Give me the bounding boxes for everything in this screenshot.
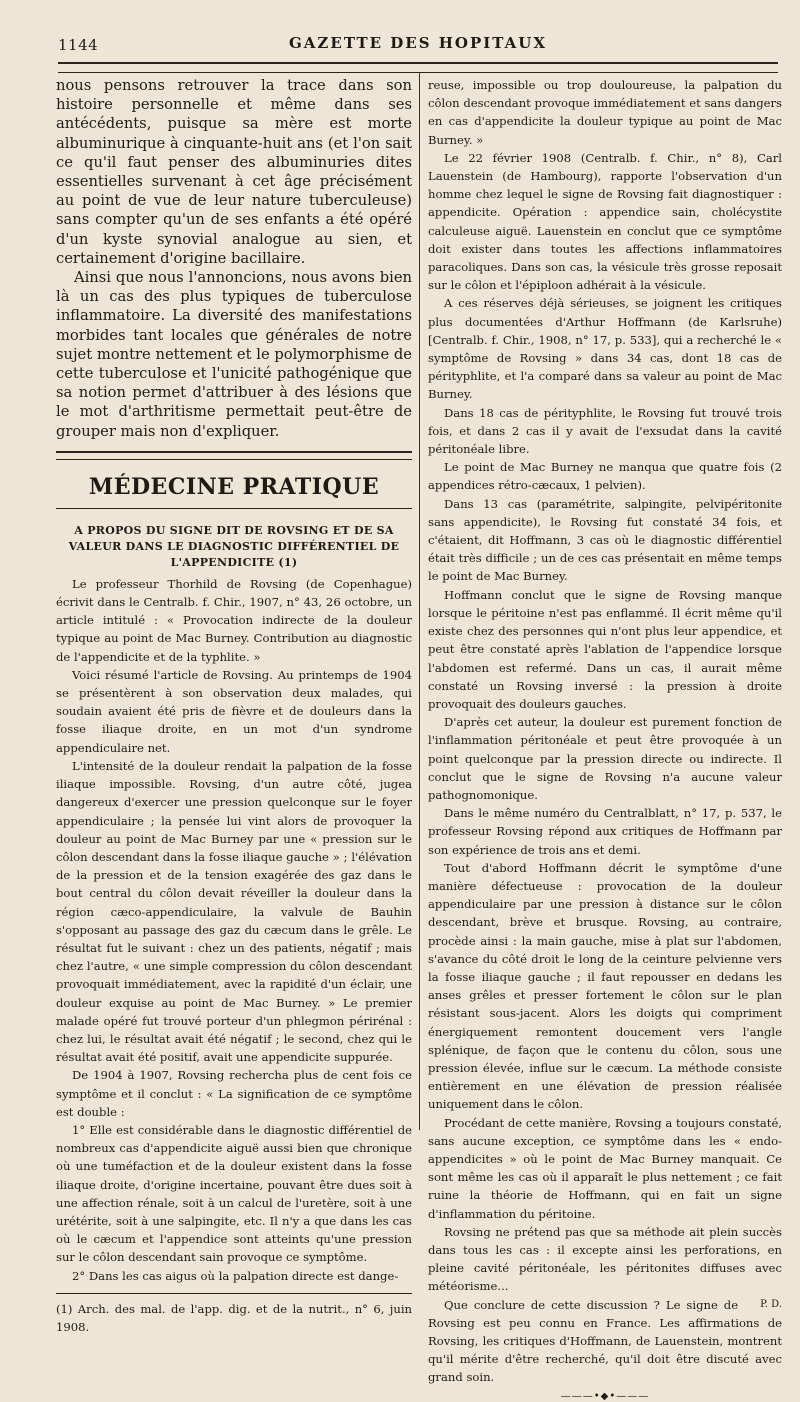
- paragraph: Le professeur Thorhild de Rovsing (de Copenhague) écrivit dans le Centralb. f. Chir., 1907, n° 43, 26 octobre, un article intitulé : « Provocation indirecte de la douleur typique au point de Mac Burney. Contribution au diagnostic de l'appendicite et de la typhlite. »: [56, 576, 412, 664]
- paragraph: Dans 13 cas (paramétrite, salpingite, pelvipéritonite sans appendicite), le Rovsing fut constaté 34 fois, et c'étaient, dit Hoffmann, 3 cas où le diagnostic différentiel était très difficile ; un de ces cas présentait en même temps le point de Mac Burney.: [428, 496, 782, 584]
- header-rule: [58, 62, 778, 73]
- page-number: 1144: [58, 36, 99, 54]
- paragraph: Le 22 février 1908 (Centralb. f. Chir., n° 8), Carl Lauenstein (de Hambourg), rapporte l'observation d'un homme chez lequel le signe de Rovsing fait diagnostiquer : appendicite. Opération : appendice sain, cholécystite calculeuse aiguë. Lauenstein en conclut que ce symptôme doit exister dans toutes les affections inflammatoires paracoliques. Dans son cas, la vésicule très grosse reposait sur le côlon et l'épiploon adhérait à la vésicule.: [428, 150, 782, 293]
- section-rule: [56, 451, 412, 460]
- paragraph: reuse, impossible ou trop douloureuse, la palpation du côlon descendant provoque immédiatement et sans dangers en cas d'appendicite la douleur typique au point de Mac Burney. »: [428, 78, 782, 147]
- paragraph: [428, 1296, 782, 1387]
- paragraph: nous pensons retrouver la trace dans son histoire personnelle et même dans ses antécédents, puisque sa mère est morte albuminurique à cinquante-huit ans (et l'on sait ce qu'il faut penser des albuminuries dites essentielles survenant à cet âge précisément au point de vue de leur nature tuberculeuse) sans compter qu'un de ses enfants a été opéré d'un kyste synovial analogue au sien, et certainement d'origine bacillaire.: [56, 77, 412, 267]
- end-ornament: ———•◆•———: [560, 1390, 650, 1402]
- footnote: (1) Arch. des mal. de l'app. dig. et de la nutrit., n° 6, juin 1908.: [56, 1301, 412, 1334]
- intro-text: [56, 76, 412, 441]
- right-column: [428, 76, 782, 1402]
- paragraph: Procédant de cette manière, Rovsing a toujours constaté, sans aucune exception, ce symptôme dans les « endo-appendicites » où le point de Mac Burney manquait. Ce sont même les cas où il apparaît le plus nettement ; ce fait ruine la théorie de Hoffmann, qui en fait un signe d'inflammation du péritoine.: [428, 1115, 782, 1221]
- paragraph: Tout d'abord Hoffmann décrit le symptôme d'une manière défectueuse : provocation de la douleur appendiculaire par une pression à distance sur le côlon descendant, brève et brusque. Rovsing, au contraire, procède ainsi : la main gauche, mise à plat sur l'abdomen, s'avance du côté droit le long de la ceinture pelvienne vers la fosse iliaque gauche ; il faut repousser en dedans les anses grêles et presser fortement le côlon sur le plan résistant sous-jacent. Alors les doigts qui compriment énergiquement remontent doucement vers l'angle splénique, de façon que le contenu du côlon, sous une pression élevée, influe sur le cæcum. La méthode consiste entièrement en une élévation de pression réalisée uniquement dans le côlon.: [428, 860, 782, 1112]
- column-divider: [419, 72, 420, 1130]
- footnote-rule: [56, 1293, 412, 1294]
- section-title: MÉDECINE PRATIQUE: [88, 473, 380, 500]
- paragraph: Ainsi que nous l'annoncions, nous avons bien là un cas des plus typiques de tuberculose inflammatoire. La diversité des manifestations morbides tant locales que générales de notre sujet montre nettement et le polymorphisme de cette tuberculose et l'unicité pathogénique que sa notion permet d'attribuer à des lésions que le mot d'arthritisme permettait peut-être de grouper mais non d'expliquer.: [56, 269, 412, 440]
- article-body: [56, 575, 412, 1336]
- paragraph: Voici résumé l'article de Rovsing. Au printemps de 1904 se présentèrent à son observation deux malades, qui soudain avaient été pris de fièvre et de douleurs dans la fosse iliaque droite, en un mot d'un syndrome appendiculaire net.: [56, 667, 412, 755]
- signature: P. D.: [760, 1298, 782, 1310]
- closing-paragraph: Que conclure de cette discussion ? Le signe de Rovsing est peu connu en France. Les affirmations de Rovsing, les critiques d'Hoffmann, de Lauenstein, montrent qu'il mérite d'être recherché, qu'il doit être discuté avec grand soin.: [428, 1297, 782, 1385]
- paragraph: Le point de Mac Burney ne manqua que quatre fois (2 appendices rétro-cæcaux, 1 pelvien).: [428, 460, 782, 493]
- paragraph: De 1904 à 1907, Rovsing rechercha plus de cent fois ce symptôme et il conclut : « La signification de ce symptôme est double :: [56, 1068, 412, 1119]
- paragraph: D'après cet auteur, la douleur est purement fonction de l'inflammation péritonéale et peut être provoquée à un point quelconque par la pression directe ou indirecte. Il conclut que le signe de Rovsing n'a aucune valeur pathognomonique.: [428, 715, 782, 802]
- running-title: GAZETTE DES HOPITAUX: [288, 34, 547, 52]
- paragraph: 2° Dans les cas aigus où la palpation directe est dange-: [72, 1268, 399, 1283]
- left-column: [56, 76, 412, 1336]
- paragraph: Rovsing ne prétend pas que sa méthode ait plein succès dans tous les cas : il excepte ainsi les perforations, en pleine cavité péritonéale, les péritonites diffuses avec météorisme...: [428, 1224, 782, 1294]
- title-rule: [56, 508, 412, 509]
- paragraph: A ces réserves déjà sérieuses, se joignent les critiques plus documentées d'Arthur Hoffmann (de Karlsruhe) [Centralb. f. Chir., 1908, n° 17, p. 533], qui a recherché le « symptôme de Rovsing » dans 34 cas, dont 18 cas de pérityphlite, et l'a comparé dans sa valeur au point de Mac Burney.: [428, 296, 782, 402]
- article-title: A PROPOS DU SIGNE DIT DE ROVSING ET DE SA VALEUR DANS LE DIAGNOSTIC DIFFÉRENTIEL DE L'APPENDICITE (1): [68, 523, 400, 569]
- paragraph: Hoffmann conclut que le signe de Rovsing manque lorsque le péritoine n'est pas enflammé. Il écrit même qu'il existe chez des personnes qui n'ont plus leur appendice, et peut être constaté après l'ablation de l'appendice lorsque l'abdomen est refermé. Dans un cas, il aurait même constaté un Rovsing inversé : la pression à droite provoquait des douleurs gauches.: [428, 587, 782, 711]
- paragraph: Dans le même numéro du Centralblatt, n° 17, p. 537, le professeur Rovsing répond aux critiques de Hoffmann par son expérience de trois ans et demi.: [428, 806, 782, 857]
- page-header: [58, 34, 778, 56]
- paragraph: L'intensité de la douleur rendait la palpation de la fosse iliaque impossible. Rovsing, d'un autre côté, jugea dangereux d'exercer une pression quelconque sur le foyer appendiculaire ; la pensée lui vint alors de provoquer la douleur au point de Mac Burney par une « pression sur le côlon descendant dans la fosse iliaque gauche » ; l'élévation de la pression et de la tension exagérée des gaz dans le bout central du côlon devait réveiller la douleur dans la région cæco-appendiculaire, la valvule de Bauhin s'opposant au passage des gaz du cæcum dans le grêle. Le résultat fut le suivant : chez un des patients, négatif ; mais chez l'autre, « une simple compression du côlon descendant provoquait immédiatement, avec la rapidité d'un éclair, une douleur exquise au point de Mac Burney. » Le premier malade opéré fut trouvé porteur d'un phlegmon périrénal : chez lui, le résultat avait été négatif ; le second, chez qui le résultat avait été positif, avait une appendicite suppurée.: [56, 758, 412, 1065]
- paragraph: Dans 18 cas de pérityphlite, le Rovsing fut trouvé trois fois, et dans 2 cas il y avait de l'exsudat dans la cavité péritonéale libre.: [428, 405, 782, 457]
- paragraph: 1° Elle est considérable dans le diagnostic différentiel de nombreux cas d'appendicite aiguë aussi bien que chronique où une tuméfaction et de la douleur existent dans la fosse iliaque droite, d'origine incertaine, pouvant être dues soit à une affection rénale, soit à un calcul de l'uretère, soit à une urétérite, soit à une salpingite, etc. Il n'y a que dans les cas où le cæcum et l'appendice sont atteints qu'une pression sur le côlon descendant sain provoque ce symptôme.: [56, 1122, 412, 1265]
